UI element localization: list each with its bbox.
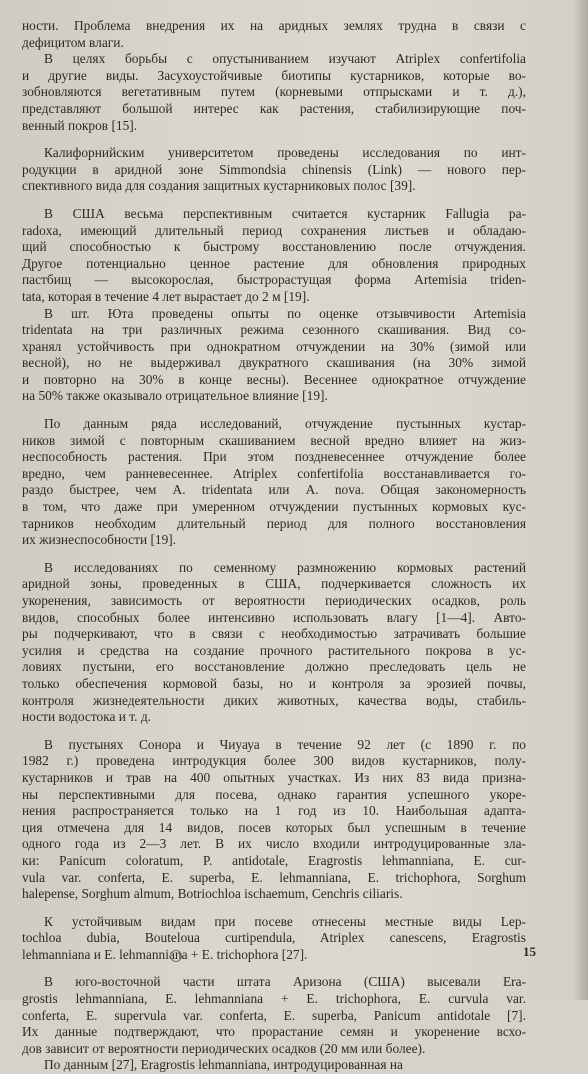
text-line: Их данные подтверждают, что прорастание семян и укоренение всхо- <box>22 1024 526 1040</box>
paragraph-gap <box>22 726 526 737</box>
text-line: весной), но не выдерживал двукратного скашивания (на 30% зимой <box>22 355 526 371</box>
text-line: на 50% также оказывало отрицательное влияние [19]. <box>22 388 328 404</box>
text-line: ны перспективными для посева, однако гарантия успешного укоре- <box>22 786 526 802</box>
text-line: Калифорнийским университетом проведены исследования по инт- <box>44 145 526 161</box>
text-line: В целях борьбы с опустыниванием изучают Atriplex confertifolia <box>44 51 526 67</box>
paragraph <box>22 914 526 964</box>
text-line: ры подчеркивают, что в связи с необходимостью затрачивать большие <box>22 626 526 642</box>
paragraph <box>22 416 526 549</box>
text-line: аридной зоны, проведенных в США, подчеркивается сложность их <box>22 576 526 592</box>
text-line: щий способностью к быстрому восстановлению после отчуждения. <box>22 239 526 255</box>
text-line: усилия и средства на создание прочного растительного покрова в ус- <box>22 642 526 658</box>
text-line: vula var. conferta, E. superba, E. lehmanniana, E. trichophora, Sorghum <box>22 869 526 885</box>
text-line: halepense, Sorghum almum, Botriochloa ischaemum, Cenchris ciliaris. <box>22 886 403 902</box>
text-line: tata, которая в течение 4 лет вырастает до 2 м [19]. <box>22 288 310 304</box>
text-line: нения распространяется только на 1 год из 10. Наибольшая адапта- <box>22 803 526 819</box>
text-line: ки: Panicum coloratum, P. antidotale, Eragrostis lehmanniana, E. cur- <box>22 852 526 868</box>
text-line: и повторно на 30% в конце весны). Весеннее однократное отчуждение <box>22 371 526 387</box>
text-line: ности. Проблема внедрения их на аридных землях трудна в связи с <box>22 18 526 33</box>
text-line: и другие виды. Засухоустойчивые биотипы кустарников, которые во- <box>22 67 526 83</box>
text-line: conferta, E. supervula var. conferta, E. superba, Panicum antidotale [7]. <box>22 1007 526 1023</box>
text-line: одного года из 2—3 лет. В их число входили интродуцированные зла- <box>22 836 526 852</box>
page-number: 15 <box>523 944 536 959</box>
text-line: ности водостока и т. д. <box>22 709 152 725</box>
text-line: кустарников и трав на 400 опытных участках. Из них 83 вида призна- <box>22 769 526 785</box>
text-line: укоренения, зависимость от вероятности периодических осадков, роль <box>22 593 526 608</box>
text-line: radoxa, имеющий длительный период сохранения листьев и обладаю- <box>22 222 526 238</box>
paragraph <box>22 18 526 51</box>
text-line: венный покров [15]. <box>22 117 138 133</box>
text-line: В шт. Юта проведены опыты по оценке отзывчивости Artemisia <box>44 305 526 321</box>
text-line: ловиях пустыни, его восстановление должно преследовать цель не <box>22 659 526 675</box>
paragraph <box>22 306 526 406</box>
text-line: спективного вида для создания защитных кустарниковых полос [39]. <box>22 178 416 194</box>
paragraph-gap <box>22 195 526 206</box>
text-line: 1982 г.) проведена интродукция более 300 видов кустарников, полу- <box>22 753 526 769</box>
text-line: В юго-восточной части штата Аризона (США) высевали Era- <box>44 974 526 990</box>
paragraph <box>22 560 526 726</box>
page-body-text <box>22 18 526 1074</box>
text-line: tridentata на три различных режима сезонного скашивания. Вид со- <box>22 322 526 338</box>
paragraph-gap <box>22 134 526 145</box>
paragraph <box>22 974 526 1057</box>
paragraph-gap <box>22 903 526 914</box>
text-line: в том, что даже при умеренном отчуждении пустынных кормовых кус- <box>22 499 526 515</box>
paragraph <box>22 206 526 306</box>
text-line: видов, способных более интенсивно использовать влагу [1—4]. Авто- <box>22 609 526 625</box>
paragraph <box>22 1057 526 1074</box>
text-line: В пустынях Сонора и Чиуауа в течение 92 лет (с 1890 г. по <box>44 736 526 752</box>
text-line: В исследованиях по семенному размножению кормовых растений <box>44 559 526 575</box>
text-line: ция отмечена для 14 видов, посев которых был успешным в течение <box>22 819 526 835</box>
text-line: В США весьма перспективным считается кустарник Fallugia pa- <box>44 205 526 221</box>
page-edge-shadow <box>574 0 588 1000</box>
text-line: контроля жизнедеятельности диких животных, качества воды, стабиль- <box>22 692 526 708</box>
text-line: их жизнеспособности [19]. <box>22 532 177 548</box>
text-line: вредно, чем ранневесеннее. Atriplex confertifolia восстанавливается го- <box>22 465 526 481</box>
text-line: Другое потенциально ценное растение для обновления природных <box>22 255 526 271</box>
text-line: хранял устойчивость при однократном отчуждении на 30% (зимой или <box>22 338 526 354</box>
paragraph <box>22 737 526 903</box>
text-line: только обеспечения кормовой базы, но и контроля за эрозией почвы, <box>22 675 526 691</box>
paragraph <box>22 145 526 195</box>
text-line: дов зависит от вероятности периодических осадков (20 мм или более). <box>22 1040 426 1056</box>
text-line: пастбищ — высокорослая, быстрорастущая форма Artemisia triden- <box>22 272 526 288</box>
paragraph-gap <box>22 405 526 416</box>
paragraph-gap <box>22 963 526 974</box>
library-stamp-mark <box>170 950 182 962</box>
text-line: grostis lehmanniana, E. lehmanniana + E. trichophora, E. curvula var. <box>22 991 526 1007</box>
text-line: зобновляются вегетативным путем (корневыми отпрысками и т. д.), <box>22 84 526 100</box>
text-line: tochloa dubia, Bouteloua curtipendula, Atriplex canescens, Eragrostis <box>22 930 526 946</box>
text-line: По данным [27], Eragrostis lehmanniana, интродуцированная на <box>44 1057 403 1073</box>
text-line: К устойчивым видам при посеве отнесены местные виды Lep- <box>44 913 526 929</box>
text-line: раздо быстрее, чем A. tridentata или A. nova. Общая закономерность <box>22 482 526 498</box>
paragraph-gap <box>22 549 526 560</box>
text-line: lehmanniana и E. lehmanniana + E. trichophora [27]. <box>22 946 308 962</box>
text-line: ников зимой с повторным скашиванием весной вредно влияет на жиз- <box>22 432 526 448</box>
text-line: дефицитом влаги. <box>22 34 124 50</box>
text-line: представляют большой интерес как растения, стабилизирующие поч- <box>22 100 526 116</box>
paragraph <box>22 51 526 134</box>
text-line: родукции в аридной зоне Simmondsia chinensis (Link) — нового пер- <box>22 161 526 177</box>
text-line: тарников необходим длительный период для полного восстановления <box>22 515 526 531</box>
text-line: По данным ряда исследований, отчуждение пустынных кустар- <box>44 416 526 432</box>
text-line: неспособность растения. При этом поздневесеннее отчуждение более <box>22 449 526 465</box>
